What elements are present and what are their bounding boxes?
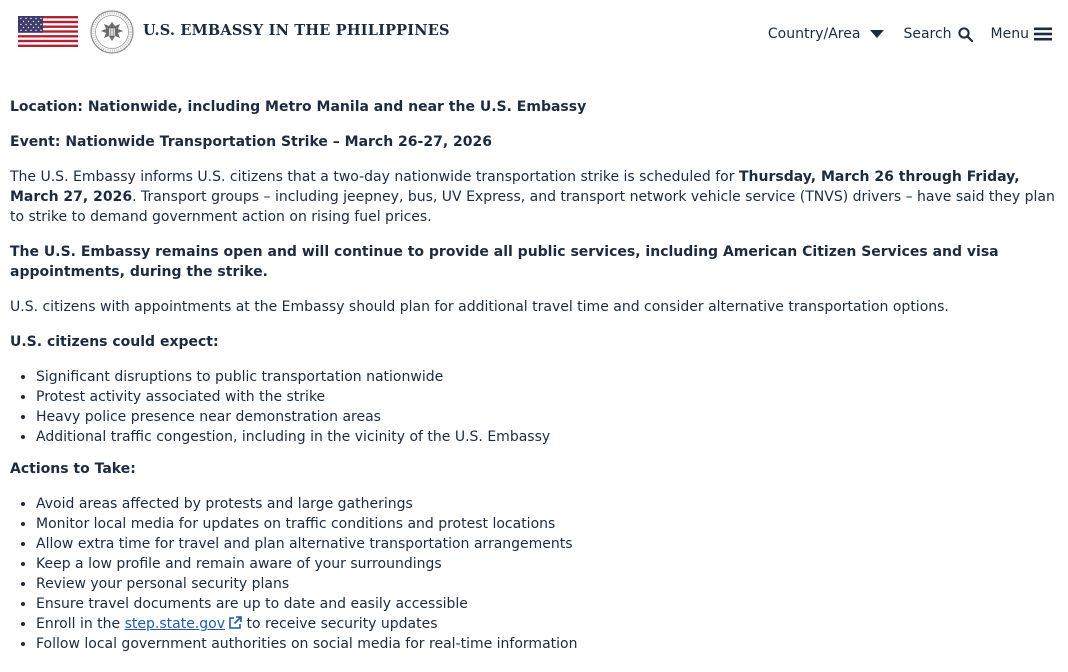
- actions-heading: Actions to Take:: [10, 461, 136, 477]
- list-item-enroll: [36, 614, 1058, 634]
- hamburger-menu-icon: [1034, 27, 1052, 41]
- alert-event: Event: Nationwide Transportation Strike – March 26-27, 2026: [10, 134, 492, 150]
- embassy-seal-icon[interactable]: [90, 10, 134, 54]
- expect-list: [10, 367, 1058, 447]
- enroll-text: Enroll in the: [36, 616, 125, 632]
- list-item: • Review your personal security plans: [36, 574, 1058, 594]
- intro-text-continued: . Transport groups – including jeepney, bus, UV Express, and transport network vehicle service (TNVS) drivers – have said they plan to strike to demand government action on rising fuel prices.: [10, 189, 1055, 225]
- actions-list: [10, 494, 1058, 654]
- list-item: • Keep a low profile and remain aware of your surroundings: [36, 554, 1058, 574]
- list-item: • Significant disruptions to public transportation nationwide: [36, 367, 1058, 387]
- site-title[interactable]: U.S. EMBASSY IN THE PHILIPPINES: [143, 22, 450, 39]
- list-item: • Avoid areas affected by protests and large gatherings: [36, 494, 1058, 514]
- alert-intro: [10, 167, 1058, 227]
- step-state-gov-link[interactable]: [125, 616, 242, 632]
- alert-content: [10, 97, 1058, 666]
- list-item: • Ensure travel documents are up to date and easily accessible: [36, 594, 1058, 614]
- enroll-text-continued: to receive security updates: [242, 616, 438, 632]
- menu-button[interactable]: [991, 26, 1052, 42]
- strike-dates: Thursday, March 26 through Friday, March 27, 2026: [10, 169, 1020, 205]
- site-header: [0, 0, 1068, 70]
- search-button[interactable]: [903, 26, 972, 42]
- embassy-open-notice: The U.S. Embassy remains open and will continue to provide all public services, including American Citizen Services and visa appointments, during the strike.: [10, 244, 999, 280]
- intro-text: The U.S. Embassy informs U.S. citizens that a two-day nationwide transportation strike is scheduled for: [10, 169, 739, 185]
- top-nav: [750, 26, 1052, 42]
- list-item: • Monitor local media for updates on traffic conditions and protest locations: [36, 514, 1058, 534]
- alert-location: Location: Nationwide, including Metro Manila and near the U.S. Embassy: [10, 99, 587, 115]
- us-flag-icon[interactable]: [18, 16, 78, 47]
- list-item: • Follow local government authorities on social media for real-time information: [36, 634, 1058, 654]
- external-link-icon: [228, 616, 242, 630]
- menu-label: Menu: [990, 26, 1029, 42]
- country-area-label: Country/Area: [767, 26, 861, 42]
- step-link-label: step.state.gov: [124, 616, 225, 632]
- list-item: • Additional traffic congestion, including in the vicinity of the U.S. Embassy: [36, 427, 1058, 447]
- appointments-notice: U.S. citizens with appointments at the Embassy should plan for additional travel time and consider alternative transportation options.: [10, 299, 949, 315]
- list-item: • Protest activity associated with the strike: [36, 387, 1058, 407]
- search-icon: [958, 27, 973, 42]
- list-item: • Heavy police presence near demonstration areas: [36, 407, 1058, 427]
- expect-heading: U.S. citizens could expect:: [10, 334, 219, 350]
- list-item: • Allow extra time for travel and plan alternative transportation arrangements: [36, 534, 1058, 554]
- search-label: Search: [903, 26, 952, 42]
- country-area-dropdown[interactable]: [768, 26, 886, 42]
- caret-down-icon: [869, 29, 885, 39]
